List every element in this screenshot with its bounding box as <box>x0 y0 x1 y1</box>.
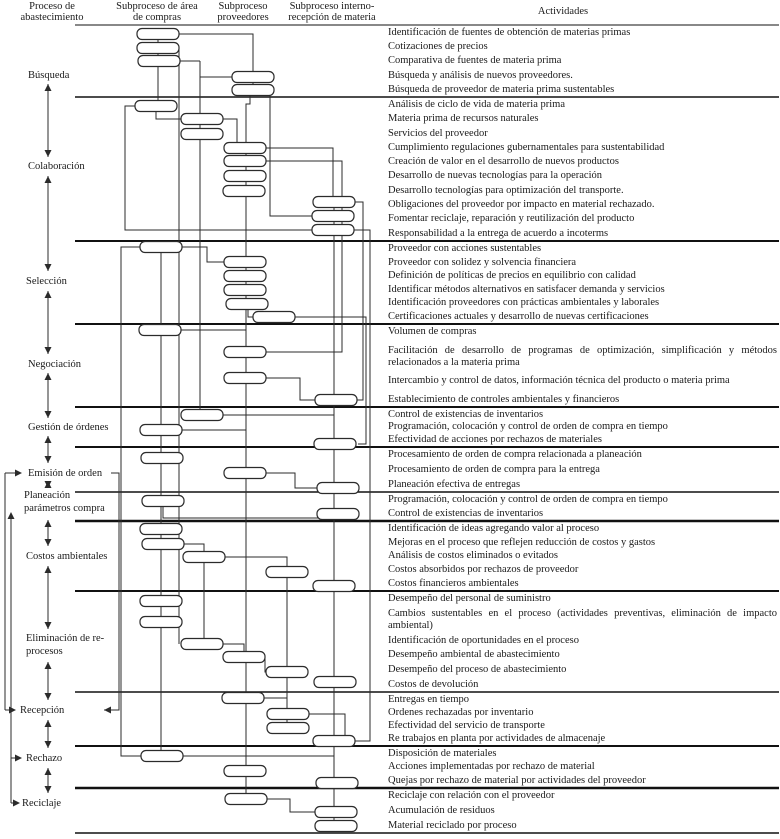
activity-row: Volumen de compras <box>388 326 477 337</box>
arrowhead-icon <box>15 470 22 477</box>
arrowhead-icon <box>45 373 52 380</box>
process-label-eliminacion-reprocesos <box>26 632 104 658</box>
process-label-line: Reciclaje <box>22 797 62 809</box>
activity-row: Búsqueda de proveedor de materia prima sustentables <box>388 83 615 95</box>
section-activities-seleccion <box>388 243 777 323</box>
activity-row: Identificación de ideas agregando valor al proceso <box>388 523 600 534</box>
activity-row: Costos de devolución <box>388 678 479 690</box>
arrowhead-icon <box>13 800 20 807</box>
column-header-subproceso-interno: Subproceso interno-recepción de materia <box>288 1 376 23</box>
process-node <box>224 766 266 777</box>
process-node <box>315 821 357 832</box>
activity-row: Cotizaciones de precios <box>388 41 488 53</box>
column-header-subproceso-compras: Subproceso de área de compras <box>116 1 198 23</box>
process-node <box>181 114 223 125</box>
process-node <box>224 156 266 167</box>
process-node <box>141 751 183 762</box>
arrowhead-icon <box>45 84 52 91</box>
process-label-line: Selección <box>26 275 67 287</box>
process-node <box>224 468 266 479</box>
connector-line <box>182 247 224 262</box>
process-node <box>317 483 359 494</box>
process-label-line: Colaboración <box>28 160 85 172</box>
process-node <box>313 581 355 592</box>
connector-line <box>184 544 204 551</box>
process-label-line: Planeación <box>24 490 71 501</box>
activity-row: Control de existencias de inventarios <box>388 507 544 519</box>
activity-row: Cumplimiento regulaciones gubernamentales para sustentabilidad <box>388 141 665 153</box>
process-label-line: procesos <box>26 646 63 657</box>
column-header-actividades: Actividades <box>537 6 589 17</box>
process-node <box>224 143 266 154</box>
arrowhead-icon <box>45 291 52 298</box>
process-node <box>224 257 266 268</box>
activity-row: Materia prima de recursos naturales <box>388 113 539 125</box>
process-label-emision-orden <box>28 467 102 480</box>
activity-row: Quejas por rechazo de material por actividades del proveedor <box>388 774 646 786</box>
activity-row: Ordenes rechazadas por inventario <box>388 706 534 718</box>
connector-line <box>266 473 317 488</box>
connector-line <box>309 714 345 735</box>
section-activities-gestion-ordenes <box>388 409 777 446</box>
activity-row: Servicios del proveedor <box>388 127 488 139</box>
activity-row: Análisis de costos eliminados o evitados <box>388 550 559 562</box>
arrowhead-icon <box>45 768 52 775</box>
activity-row: Costos absorbidos por rechazos de proveedor <box>388 564 579 576</box>
activity-row: Fomentar reciclaje, reparación y reutilización del producto <box>388 213 635 225</box>
process-node <box>142 496 184 507</box>
activity-row: Acumulación de residuos <box>388 804 495 816</box>
process-label-recepcion <box>20 704 64 717</box>
process-node <box>315 395 357 406</box>
process-label-line: Emisión de orden <box>28 467 103 479</box>
activity-row: Comparativa de fuentes de materia prima <box>388 55 562 67</box>
activity-row: Costos financieros ambientales <box>388 577 519 589</box>
activity-row: Desarrollo de nuevas tecnologías para la operación <box>388 170 602 182</box>
activity-row: Responsabilidad a la entrega de acuerdo a incoterms <box>388 227 609 239</box>
process-node <box>181 639 223 650</box>
activity-row: Intercambio y control de datos, información técnica del producto o materia prima <box>388 375 730 387</box>
activity-row: Facilitación de desarrollo de programas de optimización, simplificación y métodos relacionados a la materia prima <box>388 344 777 368</box>
process-node <box>314 677 356 688</box>
process-node <box>266 667 308 678</box>
section-activities-costos-ambientales <box>388 523 777 590</box>
activity-row: Identificación proveedores con prácticas ambientales y laborales <box>388 297 660 309</box>
process-label-line: Búsqueda <box>28 69 70 81</box>
process-node <box>135 101 177 112</box>
process-node <box>140 596 182 607</box>
section-activities-recepcion <box>388 694 777 745</box>
activity-row: Procesamiento de orden de compra relacionada a planeación <box>388 449 642 460</box>
process-label-seleccion <box>26 275 67 288</box>
arrowhead-icon <box>45 622 52 629</box>
activity-row: Proveedor con acciones sustentables <box>388 243 542 254</box>
section-activities-emision-orden <box>388 449 777 491</box>
activity-row: Disposición de materiales <box>388 748 497 759</box>
connector-line <box>163 507 336 518</box>
activity-row: Desarrollo tecnologías para optimización del transporte. <box>388 184 624 196</box>
process-label-reciclaje <box>22 797 61 810</box>
arrowhead-icon <box>45 150 52 157</box>
process-node <box>316 778 358 789</box>
arrowhead-icon <box>45 176 52 183</box>
arrowhead-icon <box>45 786 52 793</box>
connector-line <box>355 202 363 400</box>
connector-line <box>295 317 366 444</box>
process-node <box>139 325 181 336</box>
activity-row: Acciones implementadas por rechazo de material <box>388 761 595 773</box>
activity-row: Búsqueda y análisis de nuevos proveedores. <box>388 69 573 81</box>
process-node <box>267 709 309 720</box>
arrowhead-icon <box>45 520 52 527</box>
activity-row: Programación, colocación y control de orden de compra en tiempo <box>388 421 668 433</box>
process-label-busqueda <box>28 69 69 82</box>
arrowhead-icon <box>45 720 52 727</box>
process-node <box>312 225 354 236</box>
connector-line <box>225 557 287 566</box>
process-label-line: Gestión de órdenes <box>28 421 109 433</box>
connector-line <box>223 119 237 143</box>
activity-row: Efectividad de acciones por rechazos de materiales <box>388 433 602 445</box>
arrowhead-icon <box>45 411 52 418</box>
process-label-planeacion-parametros <box>24 489 105 515</box>
connector-line <box>270 95 312 216</box>
activity-row: Procesamiento de orden de compra para la entrega <box>388 463 600 475</box>
process-node <box>224 171 266 182</box>
process-label-colaboracion <box>28 160 85 173</box>
process-node <box>226 299 268 310</box>
section-activities-rechazo <box>388 748 777 787</box>
process-node <box>137 43 179 54</box>
process-node <box>224 271 266 282</box>
activity-row: Definición de políticas de precios en equilibrio con calidad <box>388 270 636 282</box>
section-activities-busqueda <box>388 27 777 96</box>
activity-row: Efectividad del servicio de transporte <box>388 719 545 731</box>
process-node <box>267 723 309 734</box>
arrowhead-icon <box>45 693 52 700</box>
process-node <box>141 453 183 464</box>
activity-row: Identificar métodos alternativos en satisfacer demanda y servicios <box>388 283 665 295</box>
process-label-line: Costos ambientales <box>26 550 108 562</box>
process-node <box>223 652 265 663</box>
activity-row: Proveedor con solidez y solvencia financiera <box>388 256 577 268</box>
connector-line <box>266 148 333 197</box>
activity-row: Certificaciones actuales y desarrollo de nuevas certificaciones <box>388 310 649 322</box>
activity-row: Programación, colocación y control de orden de compra en tiempo <box>388 494 668 505</box>
activity-row: Desempeño del personal de suministro <box>388 593 551 604</box>
arrowhead-icon <box>45 566 52 573</box>
activity-row: Entregas en tiempo <box>388 694 470 705</box>
process-node <box>313 736 355 747</box>
activity-row: Reciclaje con relación con el proveedor <box>388 790 555 801</box>
section-activities-colaboracion <box>388 99 777 240</box>
connector-line <box>179 34 253 71</box>
connector-line <box>248 309 253 317</box>
process-node <box>142 539 184 550</box>
connector-line <box>223 644 244 651</box>
column-header-proceso: Proceso de abastecimiento <box>20 1 84 23</box>
activity-row: Identificación de fuentes de obtención de materias primas <box>388 27 631 38</box>
arrowhead-icon <box>45 456 52 463</box>
process-node <box>314 439 356 450</box>
activity-row: Obligaciones del proveedor por impacto en material rechazado. <box>388 199 655 211</box>
process-node <box>181 129 223 140</box>
activity-row: Cambios sustentables en el proceso (actividades preventivas, eliminación de impacto ambiental) <box>388 607 777 631</box>
process-label-line: Recepción <box>20 704 65 716</box>
process-node <box>140 524 182 535</box>
arrowhead-icon <box>45 662 52 669</box>
activity-row: Material reciclado por proceso <box>388 819 517 831</box>
process-label-costos-ambientales <box>26 550 107 563</box>
process-node <box>140 425 182 436</box>
section-activities-planeacion-parametros <box>388 494 777 520</box>
arrowhead-icon <box>45 264 52 271</box>
arrowhead-icon <box>45 347 52 354</box>
process-node <box>312 211 354 222</box>
process-node <box>232 85 274 96</box>
activity-row: Establecimiento de controles ambientales y financieros <box>388 393 620 405</box>
section-activities-eliminacion-reprocesos <box>388 593 777 691</box>
activity-row: Creación de valor en el desarrollo de nuevos productos <box>388 156 619 168</box>
section-activities-reciclaje <box>388 790 777 832</box>
process-node <box>138 56 180 67</box>
activity-row: Desempeño del proceso de abastecimiento <box>388 664 567 676</box>
activity-row: Planeación efectiva de entregas <box>388 478 521 490</box>
process-node <box>181 410 223 421</box>
section-activities-negociacion <box>388 326 777 406</box>
connector-line <box>156 111 181 119</box>
process-label-line: Eliminación de re- <box>26 633 105 644</box>
column-header-subproceso-proveedores: Subproceso proveedores <box>217 1 269 23</box>
process-node <box>224 373 266 384</box>
process-label-line: Negociación <box>28 358 82 370</box>
process-label-gestion-ordenes <box>28 421 108 434</box>
process-node <box>224 347 266 358</box>
process-node <box>137 29 179 40</box>
process-node <box>140 242 182 253</box>
activity-row: Mejoras en el proceso que reflejen reducción de costos y gastos <box>388 536 656 548</box>
process-node <box>315 807 357 818</box>
arrowhead-icon <box>8 512 15 519</box>
process-node <box>140 617 182 628</box>
arrowhead-icon <box>45 539 52 546</box>
process-node <box>225 794 267 805</box>
process-node <box>313 197 355 208</box>
arrowhead-icon <box>104 707 111 714</box>
process-label-negociacion <box>28 358 81 371</box>
process-label-line: parámetros compra <box>24 503 105 514</box>
connector-line <box>266 378 315 400</box>
arrowhead-icon <box>15 755 22 762</box>
process-node <box>253 312 295 323</box>
activity-row: Análisis de ciclo de vida de materia prima <box>388 99 565 110</box>
process-node <box>266 567 308 578</box>
arrowhead-icon <box>45 741 52 748</box>
process-node <box>317 509 359 520</box>
process-label-rechazo <box>26 752 62 765</box>
arrowhead-icon <box>45 436 52 443</box>
connector-line <box>267 799 315 812</box>
process-node <box>224 285 266 296</box>
process-node <box>223 186 265 197</box>
process-node <box>183 552 225 563</box>
activity-row: Identificación de oportunidades en el proceso <box>388 634 579 646</box>
activity-row: Control de existencias de inventarios <box>388 409 544 420</box>
arrowhead-icon <box>9 707 16 714</box>
activity-row: Re trabajos en planta por actividades de almacenaje <box>388 732 606 744</box>
process-label-line: Rechazo <box>26 752 63 764</box>
process-node <box>232 72 274 83</box>
process-node <box>222 693 264 704</box>
activity-row: Desempeño ambiental de abastecimiento <box>388 649 560 661</box>
